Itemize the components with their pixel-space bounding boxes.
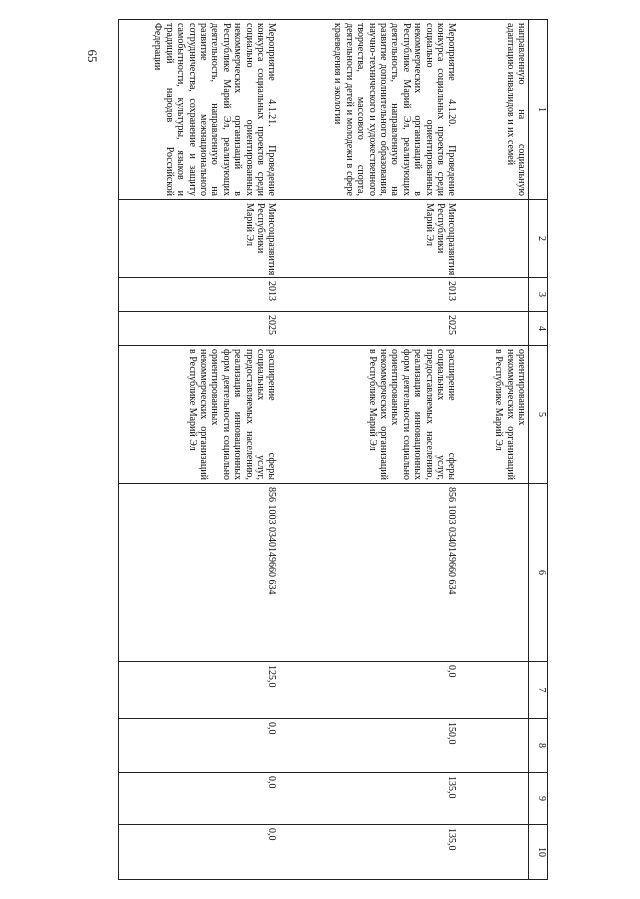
budget-code-cell: 856 1003 0340149660 634 xyxy=(279,484,459,662)
result-cell: расширение сферы социальных услуг, предоставляемых населению, реализация инновационных форм деятельности социально ориентированных некоммерческих организаций в Республике Марий Эл xyxy=(279,346,459,484)
col-header-8: 8 xyxy=(529,719,548,773)
end-year-cell: 2025 xyxy=(119,312,279,346)
executor-cell xyxy=(459,200,529,278)
result-cell: расширение сферы социальных услуг, предоставляемых населению, реализация инновационных форм деятельности социально ориентированных некоммерческих организаций в Республике Марий Эл xyxy=(119,346,279,484)
col-header-7: 7 xyxy=(529,662,548,719)
program-table xyxy=(118,19,548,880)
col-header-10: 10 xyxy=(529,825,548,880)
col-header-5: 5 xyxy=(529,346,548,484)
table-row xyxy=(119,20,279,880)
start-year-cell: 2013 xyxy=(119,278,279,312)
end-year-cell xyxy=(459,312,529,346)
value-col8-cell xyxy=(459,719,529,773)
executor-cell: Минсоцразвития Республики Марий Эл xyxy=(279,200,459,278)
value-col7-cell: 125,0 xyxy=(119,662,279,719)
col-header-3: 3 xyxy=(529,278,548,312)
budget-code-cell xyxy=(459,484,529,662)
table-row xyxy=(279,20,459,880)
col-header-2: 2 xyxy=(529,200,548,278)
col-header-1: 1 xyxy=(529,20,548,200)
value-col10-cell xyxy=(459,825,529,880)
col-header-9: 9 xyxy=(529,773,548,825)
value-col8-cell: 0,0 xyxy=(119,719,279,773)
page-number: 65 xyxy=(85,49,100,63)
result-cell: ориентированных некоммерческих организаций в Республике Марий Эл xyxy=(459,346,529,484)
end-year-cell: 2025 xyxy=(279,312,459,346)
value-col10-cell: 135,0 xyxy=(279,825,459,880)
value-col10-cell: 0,0 xyxy=(119,825,279,880)
value-col7-cell xyxy=(459,662,529,719)
rotated-page xyxy=(118,19,548,879)
measure-cell: направленную на социальную адаптацию инвалидов и их семей xyxy=(459,20,529,200)
value-col9-cell xyxy=(459,773,529,825)
executor-cell: Минсоцразвития Республики Марий Эл xyxy=(119,200,279,278)
table-row xyxy=(459,20,529,880)
col-header-4: 4 xyxy=(529,312,548,346)
value-col9-cell: 135,0 xyxy=(279,773,459,825)
measure-cell: Мероприятие 4.1.21. Проведение конкурса социальных проектов среди социально ориентированных некоммерческих организаций в Республике Марий Эл, реализующих деятельность, направленную на развитие межнационального сотрудничества, сохранение и защиту самобытности, культуры, языков и традиций народов Российской Федерации xyxy=(119,20,279,200)
value-col8-cell: 150,0 xyxy=(279,719,459,773)
start-year-cell: 2013 xyxy=(279,278,459,312)
value-col9-cell: 0,0 xyxy=(119,773,279,825)
budget-code-cell: 856 1003 0340149660 634 xyxy=(119,484,279,662)
column-numbers-row xyxy=(529,20,548,880)
start-year-cell xyxy=(459,278,529,312)
value-col7-cell: 0,0 xyxy=(279,662,459,719)
col-header-6: 6 xyxy=(529,484,548,662)
measure-cell: Мероприятие 4.1.20. Проведение конкурса социальных проектов среди социально ориентированных некоммерческих организаций в Республике Марий Эл, реализующих деятельность, направленную на развитие дополнительного образования, научно-технического и художественного творчества, массового спорта, деятельности детей и молодежи в сфере краеведения и экологии xyxy=(279,20,459,200)
